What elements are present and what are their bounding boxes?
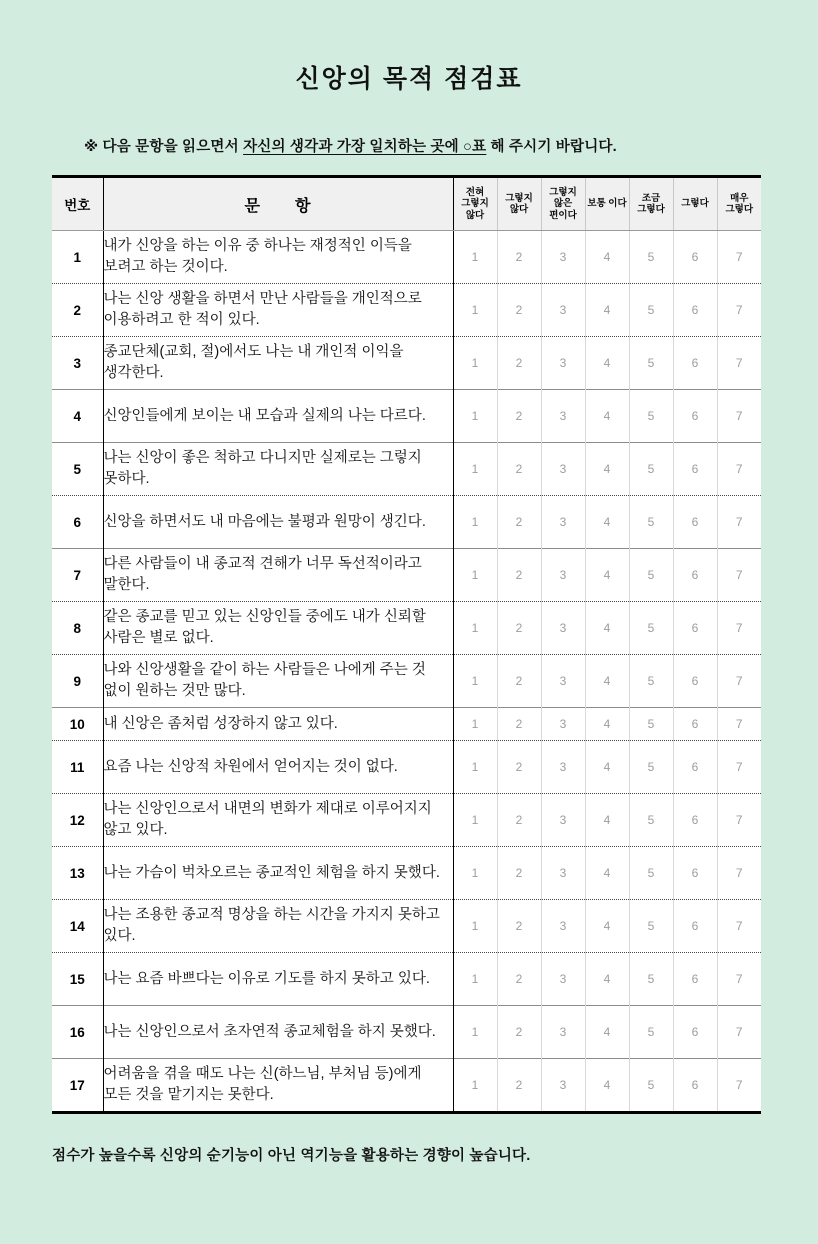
column-header-scale-2: 그렇지 않다 bbox=[497, 177, 541, 231]
scale-option-4[interactable]: 4 bbox=[585, 953, 629, 1006]
scale-option-2[interactable]: 2 bbox=[497, 655, 541, 708]
scale-option-1[interactable]: 1 bbox=[453, 231, 497, 284]
scale-option-4[interactable]: 4 bbox=[585, 708, 629, 741]
scale-option-1[interactable]: 1 bbox=[453, 1059, 497, 1113]
instruction-suffix: 해 주시기 바랍니다. bbox=[486, 139, 617, 155]
survey-table-container bbox=[52, 175, 761, 1114]
scale-option-4[interactable]: 4 bbox=[585, 1006, 629, 1059]
scale-option-4[interactable]: 4 bbox=[585, 655, 629, 708]
question-text: 같은 종교를 믿고 있는 신앙인들 중에도 내가 신뢰할 사람은 별로 없다. bbox=[103, 602, 453, 655]
row-number: 11 bbox=[52, 741, 103, 794]
scale-option-1[interactable]: 1 bbox=[453, 549, 497, 602]
scale-option-2[interactable]: 2 bbox=[497, 794, 541, 847]
scale-option-6[interactable]: 6 bbox=[673, 900, 717, 953]
scale-option-7[interactable]: 7 bbox=[717, 496, 761, 549]
scale-option-1[interactable]: 1 bbox=[453, 900, 497, 953]
instruction-prefix: ※ 다음 문항을 읽으면서 bbox=[84, 139, 244, 155]
scale-option-5[interactable]: 5 bbox=[629, 496, 673, 549]
table-row bbox=[52, 655, 761, 708]
question-text: 신앙인들에게 보이는 내 모습과 실제의 나는 다르다. bbox=[103, 390, 453, 443]
scale-option-3[interactable]: 3 bbox=[541, 708, 585, 741]
scale-option-6[interactable]: 6 bbox=[673, 655, 717, 708]
scale-option-2[interactable]: 2 bbox=[497, 953, 541, 1006]
scale-option-2[interactable]: 2 bbox=[497, 1006, 541, 1059]
scale-option-6[interactable]: 6 bbox=[673, 794, 717, 847]
scale-option-3[interactable]: 3 bbox=[541, 284, 585, 337]
scale-option-1[interactable]: 1 bbox=[453, 847, 497, 900]
scale-option-4[interactable]: 4 bbox=[585, 337, 629, 390]
row-number: 17 bbox=[52, 1059, 103, 1113]
scale-option-6[interactable]: 6 bbox=[673, 847, 717, 900]
question-text: 내 신앙은 좀처럼 성장하지 않고 있다. bbox=[103, 708, 453, 741]
scale-option-6[interactable]: 6 bbox=[673, 741, 717, 794]
scale-option-4[interactable]: 4 bbox=[585, 390, 629, 443]
scale-option-7[interactable]: 7 bbox=[717, 741, 761, 794]
question-text: 나는 신앙인으로서 초자연적 종교체험을 하지 못했다. bbox=[103, 1006, 453, 1059]
question-text: 내가 신앙을 하는 이유 중 하나는 재정적인 이득을 보려고 하는 것이다. bbox=[103, 231, 453, 284]
question-text: 요즘 나는 신앙적 차원에서 얻어지는 것이 없다. bbox=[103, 741, 453, 794]
scale-option-4[interactable]: 4 bbox=[585, 847, 629, 900]
question-text: 나는 요즘 바쁘다는 이유로 기도를 하지 못하고 있다. bbox=[103, 953, 453, 1006]
scale-option-7[interactable]: 7 bbox=[717, 443, 761, 496]
scale-option-4[interactable]: 4 bbox=[585, 496, 629, 549]
scale-option-7[interactable]: 7 bbox=[717, 1059, 761, 1113]
scale-option-5[interactable]: 5 bbox=[629, 602, 673, 655]
question-text: 어려움을 겪을 때도 나는 신(하느님, 부처님 등)에게 모든 것을 맡기지는 못한다. bbox=[103, 1059, 453, 1113]
scale-option-6[interactable]: 6 bbox=[673, 496, 717, 549]
table-row bbox=[52, 443, 761, 496]
scale-option-6[interactable]: 6 bbox=[673, 953, 717, 1006]
question-text: 나는 신앙이 좋은 척하고 다니지만 실제로는 그렇지 못하다. bbox=[103, 443, 453, 496]
scale-option-6[interactable]: 6 bbox=[673, 443, 717, 496]
scale-option-2[interactable]: 2 bbox=[497, 1059, 541, 1113]
question-text: 나는 조용한 종교적 명상을 하는 시간을 가지지 못하고 있다. bbox=[103, 900, 453, 953]
table-row bbox=[52, 1006, 761, 1059]
footer-note: 점수가 높을수록 신앙의 순기능이 아닌 역기능을 활용하는 경향이 높습니다. bbox=[52, 1148, 531, 1164]
scale-option-5[interactable]: 5 bbox=[629, 443, 673, 496]
row-number: 8 bbox=[52, 602, 103, 655]
scale-option-5[interactable]: 5 bbox=[629, 1006, 673, 1059]
column-header-scale-3: 그렇지 않은 편이다 bbox=[541, 177, 585, 231]
row-number: 9 bbox=[52, 655, 103, 708]
scale-option-5[interactable]: 5 bbox=[629, 953, 673, 1006]
table-row bbox=[52, 231, 761, 284]
scale-option-1[interactable]: 1 bbox=[453, 337, 497, 390]
question-text: 종교단체(교회, 절)에서도 나는 내 개인적 이익을 생각한다. bbox=[103, 337, 453, 390]
scale-option-2[interactable]: 2 bbox=[497, 602, 541, 655]
scale-option-7[interactable]: 7 bbox=[717, 708, 761, 741]
scale-option-3[interactable]: 3 bbox=[541, 847, 585, 900]
scale-option-4[interactable]: 4 bbox=[585, 284, 629, 337]
row-number: 15 bbox=[52, 953, 103, 1006]
scale-option-3[interactable]: 3 bbox=[541, 741, 585, 794]
scale-option-3[interactable]: 3 bbox=[541, 443, 585, 496]
question-text: 나와 신앙생활을 같이 하는 사람들은 나에게 주는 것 없이 원하는 것만 많다. bbox=[103, 655, 453, 708]
instruction-underlined-text: 자신의 생각과 가장 일치하는 곳에 ○표 bbox=[243, 139, 487, 155]
scale-option-7[interactable]: 7 bbox=[717, 794, 761, 847]
question-text: 다른 사람들이 내 종교적 견해가 너무 독선적이라고 말한다. bbox=[103, 549, 453, 602]
row-number: 4 bbox=[52, 390, 103, 443]
scale-option-3[interactable]: 3 bbox=[541, 1006, 585, 1059]
scale-option-3[interactable]: 3 bbox=[541, 549, 585, 602]
table-row bbox=[52, 847, 761, 900]
column-header-item-part2: 항 bbox=[295, 197, 312, 215]
question-text: 나는 가슴이 벅차오르는 종교적인 체험을 하지 못했다. bbox=[103, 847, 453, 900]
survey-table bbox=[52, 175, 761, 1114]
scale-option-1[interactable]: 1 bbox=[453, 953, 497, 1006]
instruction-line bbox=[0, 94, 818, 156]
scale-option-1[interactable]: 1 bbox=[453, 655, 497, 708]
scale-option-3[interactable]: 3 bbox=[541, 231, 585, 284]
scale-option-5[interactable]: 5 bbox=[629, 390, 673, 443]
scale-option-2[interactable]: 2 bbox=[497, 231, 541, 284]
row-number: 2 bbox=[52, 284, 103, 337]
scale-option-3[interactable]: 3 bbox=[541, 602, 585, 655]
scale-option-4[interactable]: 4 bbox=[585, 602, 629, 655]
scale-option-6[interactable]: 6 bbox=[673, 231, 717, 284]
scale-option-6[interactable]: 6 bbox=[673, 284, 717, 337]
question-text: 나는 신앙 생활을 하면서 만난 사람들을 개인적으로 이용하려고 한 적이 있다. bbox=[103, 284, 453, 337]
scale-option-5[interactable]: 5 bbox=[629, 284, 673, 337]
scale-option-1[interactable]: 1 bbox=[453, 708, 497, 741]
scale-option-4[interactable]: 4 bbox=[585, 1059, 629, 1113]
scale-option-7[interactable]: 7 bbox=[717, 953, 761, 1006]
scale-option-3[interactable]: 3 bbox=[541, 794, 585, 847]
table-row bbox=[52, 549, 761, 602]
scale-option-1[interactable]: 1 bbox=[453, 741, 497, 794]
scale-option-6[interactable]: 6 bbox=[673, 390, 717, 443]
scale-option-1[interactable]: 1 bbox=[453, 602, 497, 655]
row-number: 10 bbox=[52, 708, 103, 741]
scale-option-3[interactable]: 3 bbox=[541, 390, 585, 443]
scale-option-3[interactable]: 3 bbox=[541, 900, 585, 953]
scale-option-2[interactable]: 2 bbox=[497, 847, 541, 900]
scale-option-7[interactable]: 7 bbox=[717, 1006, 761, 1059]
table-row bbox=[52, 1059, 761, 1113]
scale-option-7[interactable]: 7 bbox=[717, 284, 761, 337]
scale-option-7[interactable]: 7 bbox=[717, 337, 761, 390]
row-number: 13 bbox=[52, 847, 103, 900]
scale-option-2[interactable]: 2 bbox=[497, 337, 541, 390]
scale-option-6[interactable]: 6 bbox=[673, 549, 717, 602]
column-header-scale-1: 전혀 그렇지 않다 bbox=[453, 177, 497, 231]
row-number: 16 bbox=[52, 1006, 103, 1059]
question-text: 신앙을 하면서도 내 마음에는 불평과 원망이 생긴다. bbox=[103, 496, 453, 549]
scale-option-7[interactable]: 7 bbox=[717, 900, 761, 953]
column-header-number: 번호 bbox=[52, 177, 103, 231]
scale-option-1[interactable]: 1 bbox=[453, 794, 497, 847]
scale-option-6[interactable]: 6 bbox=[673, 602, 717, 655]
scale-option-1[interactable]: 1 bbox=[453, 496, 497, 549]
table-row bbox=[52, 284, 761, 337]
row-number: 12 bbox=[52, 794, 103, 847]
table-row bbox=[52, 602, 761, 655]
table-row bbox=[52, 496, 761, 549]
table-row bbox=[52, 337, 761, 390]
scale-option-7[interactable]: 7 bbox=[717, 602, 761, 655]
scale-option-5[interactable]: 5 bbox=[629, 741, 673, 794]
scale-option-3[interactable]: 3 bbox=[541, 655, 585, 708]
scale-option-1[interactable]: 1 bbox=[453, 390, 497, 443]
row-number: 3 bbox=[52, 337, 103, 390]
row-number: 14 bbox=[52, 900, 103, 953]
table-header-row bbox=[52, 177, 761, 231]
column-header-scale-6: 그렇다 bbox=[673, 177, 717, 231]
scale-option-5[interactable]: 5 bbox=[629, 708, 673, 741]
scale-option-5[interactable]: 5 bbox=[629, 549, 673, 602]
scale-option-2[interactable]: 2 bbox=[497, 741, 541, 794]
scale-option-7[interactable]: 7 bbox=[717, 549, 761, 602]
scale-option-6[interactable]: 6 bbox=[673, 708, 717, 741]
column-header-item bbox=[103, 177, 453, 231]
scale-option-2[interactable]: 2 bbox=[497, 284, 541, 337]
column-header-item-part1: 문 bbox=[244, 197, 261, 215]
table-body bbox=[52, 231, 761, 1113]
scale-option-6[interactable]: 6 bbox=[673, 1006, 717, 1059]
scale-option-4[interactable]: 4 bbox=[585, 549, 629, 602]
scale-option-2[interactable]: 2 bbox=[497, 708, 541, 741]
table-row bbox=[52, 953, 761, 1006]
scale-option-2[interactable]: 2 bbox=[497, 900, 541, 953]
scale-option-4[interactable]: 4 bbox=[585, 741, 629, 794]
scale-option-5[interactable]: 5 bbox=[629, 794, 673, 847]
question-text: 나는 신앙인으로서 내면의 변화가 제대로 이루어지지 않고 있다. bbox=[103, 794, 453, 847]
row-number: 7 bbox=[52, 549, 103, 602]
scale-option-3[interactable]: 3 bbox=[541, 496, 585, 549]
scale-option-3[interactable]: 3 bbox=[541, 953, 585, 1006]
table-row bbox=[52, 390, 761, 443]
scale-option-1[interactable]: 1 bbox=[453, 1006, 497, 1059]
scale-option-1[interactable]: 1 bbox=[453, 443, 497, 496]
row-number: 1 bbox=[52, 231, 103, 284]
scale-option-1[interactable]: 1 bbox=[453, 284, 497, 337]
table-row bbox=[52, 794, 761, 847]
scale-option-5[interactable]: 5 bbox=[629, 231, 673, 284]
scale-option-7[interactable]: 7 bbox=[717, 390, 761, 443]
scale-option-4[interactable]: 4 bbox=[585, 794, 629, 847]
scale-option-5[interactable]: 5 bbox=[629, 655, 673, 708]
column-header-scale-7: 매우 그렇다 bbox=[717, 177, 761, 231]
row-number: 5 bbox=[52, 443, 103, 496]
scale-option-7[interactable]: 7 bbox=[717, 655, 761, 708]
scale-option-6[interactable]: 6 bbox=[673, 1059, 717, 1113]
column-header-scale-5: 조금 그렇다 bbox=[629, 177, 673, 231]
scale-option-5[interactable]: 5 bbox=[629, 1059, 673, 1113]
row-number: 6 bbox=[52, 496, 103, 549]
scale-option-2[interactable]: 2 bbox=[497, 496, 541, 549]
scale-option-3[interactable]: 3 bbox=[541, 337, 585, 390]
scale-option-3[interactable]: 3 bbox=[541, 1059, 585, 1113]
scale-option-7[interactable]: 7 bbox=[717, 231, 761, 284]
table-header bbox=[52, 177, 761, 231]
scale-option-4[interactable]: 4 bbox=[585, 231, 629, 284]
table-row bbox=[52, 900, 761, 953]
scale-option-4[interactable]: 4 bbox=[585, 443, 629, 496]
scale-option-6[interactable]: 6 bbox=[673, 337, 717, 390]
scale-option-5[interactable]: 5 bbox=[629, 337, 673, 390]
scale-option-7[interactable]: 7 bbox=[717, 847, 761, 900]
scale-option-2[interactable]: 2 bbox=[497, 549, 541, 602]
scale-option-2[interactable]: 2 bbox=[497, 390, 541, 443]
column-header-scale-4: 보통 이다 bbox=[585, 177, 629, 231]
table-row bbox=[52, 708, 761, 741]
scale-option-2[interactable]: 2 bbox=[497, 443, 541, 496]
scale-option-4[interactable]: 4 bbox=[585, 900, 629, 953]
page-title: 신앙의 목적 점검표 bbox=[295, 65, 523, 93]
scale-option-5[interactable]: 5 bbox=[629, 900, 673, 953]
scale-option-5[interactable]: 5 bbox=[629, 847, 673, 900]
table-row bbox=[52, 741, 761, 794]
